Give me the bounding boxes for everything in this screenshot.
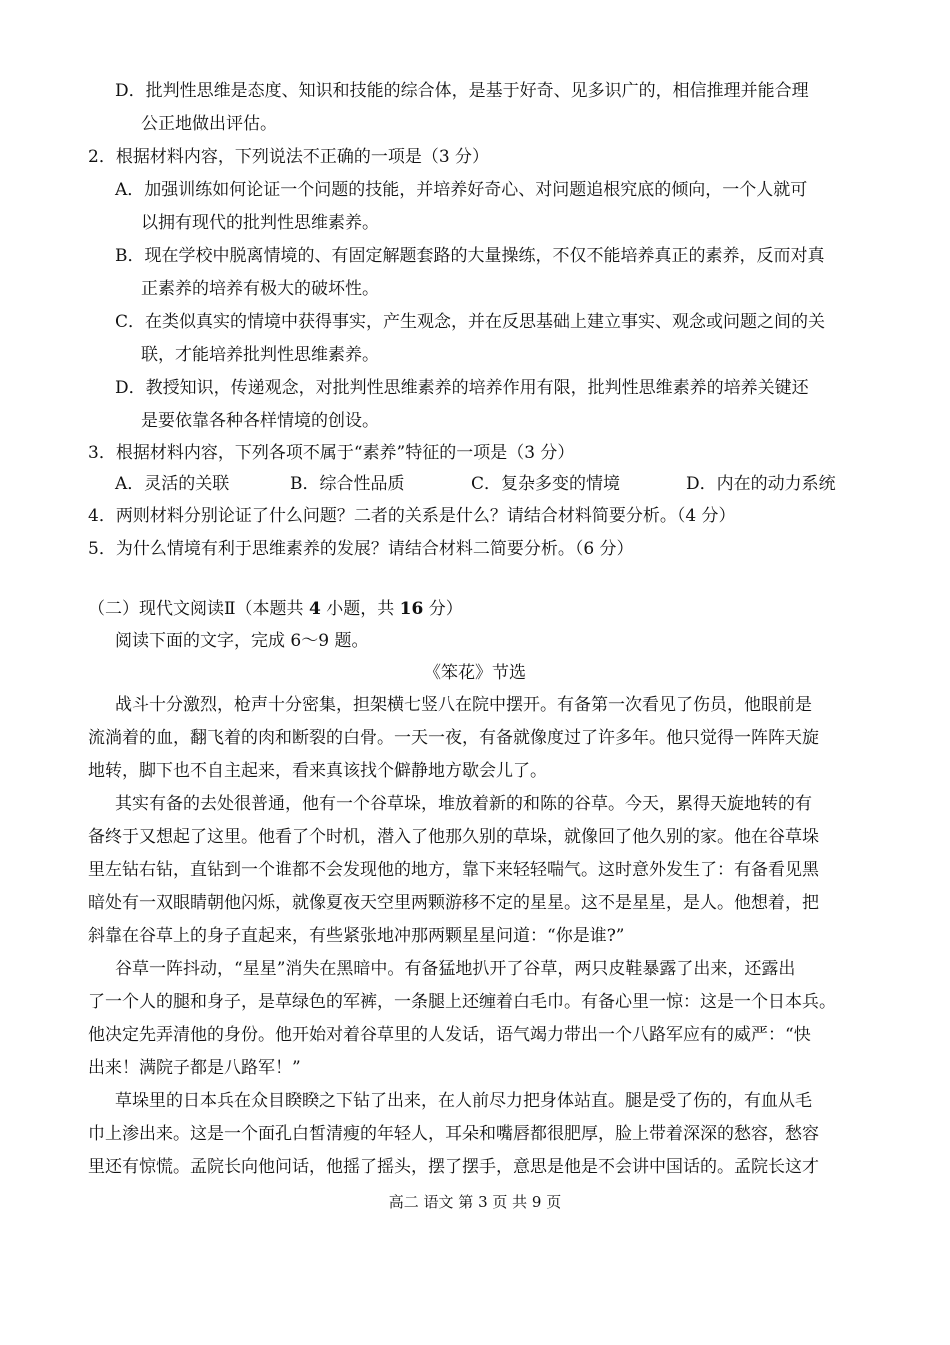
q3-option-a: A．灵活的关联 — [115, 474, 230, 494]
passage-line-14: 巾上渗出来。这是一个面孔白皙清瘦的年轻人，耳朵和嘴唇都很肥厚，脸上带着深深的愁容，愁容 — [88, 1124, 819, 1144]
passage-line-12: 出来！满院子都是八路军！” — [88, 1058, 301, 1078]
passage-line-1: 战斗十分激烈，枪声十分密集，担架横七竖八在院中摆开。有备第一次看见了伤员，他眼前是 — [115, 695, 812, 715]
q5-stem: 5．为什么情境有利于思维素养的发展？请结合材料二简要分析。（6 分） — [88, 539, 634, 559]
passage-line-4: 其实有备的去处很普通，他有一个谷草垛，堆放着新的和陈的谷草。今天，累得天旋地转的有 — [115, 794, 812, 814]
passage-line-8: 斜靠在谷草上的身子直起来，有些紧张地冲那两颗星星问道：“你是谁?” — [88, 926, 625, 946]
passage-line-6: 里左钻右钻，直钻到一个谁都不会发现他的地方，靠下来轻轻喘气。这时意外发生了：有备看见黑 — [88, 860, 819, 880]
passage-line-15: 里还有惊慌。孟院长向他问话，他摇了摇头，摆了摆手，意思是他是不会讲中国话的。孟院长这才 — [88, 1157, 819, 1177]
q3-option-d: D．内在的动力系统 — [686, 474, 836, 494]
section2-score: 16 — [399, 599, 424, 619]
passage-line-13: 草垛里的日本兵在众目睽睽之下钻了出来，在人前尽力把身体站直。腿是受了伤的，有血从毛 — [115, 1091, 812, 1111]
q3-option-b: B．综合性品质 — [290, 474, 405, 494]
section2-instruction: 阅读下面的文字，完成 6～9 题。 — [115, 631, 369, 651]
q2-option-a-line1: A．加强训练如何论证一个问题的技能，并培养好奇心、对问题追根究底的倾向，一个人就可 — [115, 180, 808, 200]
q2-stem: 2．根据材料内容，下列说法不正确的一项是（3 分） — [88, 147, 490, 167]
passage-line-7: 暗处有一双眼睛朝他闪烁，就像夏夜天空里两颗游移不定的星星。这不是星星，是人。他想着，把 — [88, 893, 819, 913]
passage-line-11: 他决定先弄清他的身份。他开始对着谷草里的人发话，语气竭力带出一个八路军应有的威严：“快 — [88, 1025, 811, 1045]
q1-option-d-line2: 公正地做出评估。 — [141, 114, 277, 134]
q2-option-b-line2: 正素养的培养有极大的破坏性。 — [141, 279, 379, 299]
section2-heading-pre: （二）现代文阅读Ⅱ（本题共 — [88, 599, 309, 619]
section2-question-count: 4 — [308, 599, 321, 619]
q2-option-d-line2: 是要依靠各种各样情境的创设。 — [141, 411, 379, 431]
q3-option-c: C．复杂多变的情境 — [471, 474, 621, 494]
page-footer: 高二 语文 第 3 页 共 9 页 — [388, 1193, 562, 1211]
passage-line-9: 谷草一阵抖动，“星星”消失在黑暗中。有备猛地扒开了谷草，两只皮鞋暴露了出来，还露出 — [115, 959, 796, 979]
q2-option-b-line1: B．现在学校中脱离情境的、有固定解题套路的大量操练，不仅不能培养真正的素养，反而对真 — [115, 246, 825, 266]
q2-option-c-line2: 联，才能培养批判性思维素养。 — [141, 345, 379, 365]
passage-line-5: 备终于又想起了这里。他看了个时机，潜入了他那久别的草垛，就像回了他久别的家。他在谷草垛 — [88, 827, 819, 847]
q2-option-c-line1: C．在类似真实的情境中获得事实，产生观念，并在反思基础上建立事实、观念或问题之间的关 — [115, 312, 826, 332]
q4-stem: 4．两则材料分别论证了什么问题？二者的关系是什么？请结合材料简要分析。（4 分） — [88, 506, 736, 526]
passage-title: 《笨花》节选 — [424, 663, 526, 683]
passage-line-2: 流淌着的血，翻飞着的肉和断裂的白骨。一天一夜，有备就像度过了许多年。他只觉得一阵阵天旋 — [88, 728, 819, 748]
section2-heading-mid: 小题，共 — [320, 599, 400, 619]
passage-line-10: 了一个人的腿和身子，是草绿色的军裤，一条腿上还缠着白毛巾。有备心里一惊：这是一个日本兵。 — [88, 992, 836, 1012]
q2-option-d-line1: D．教授知识，传递观念，对批判性思维素养的培养作用有限，批判性思维素养的培养关键还 — [115, 378, 809, 398]
q1-option-d-line1: D．批判性思维是态度、知识和技能的综合体，是基于好奇、见多识广的，相信推理并能合理 — [115, 81, 809, 101]
passage-line-3: 地转，脚下也不自主起来，看来真该找个僻静地方歇会儿了。 — [88, 761, 547, 781]
q3-stem: 3．根据材料内容，下列各项不属于“素养”特征的一项是（3 分） — [88, 443, 575, 463]
q2-option-a-line2: 以拥有现代的批判性思维素养。 — [141, 213, 379, 233]
section2-heading-post: 分） — [423, 599, 463, 619]
section2-heading — [88, 598, 463, 620]
